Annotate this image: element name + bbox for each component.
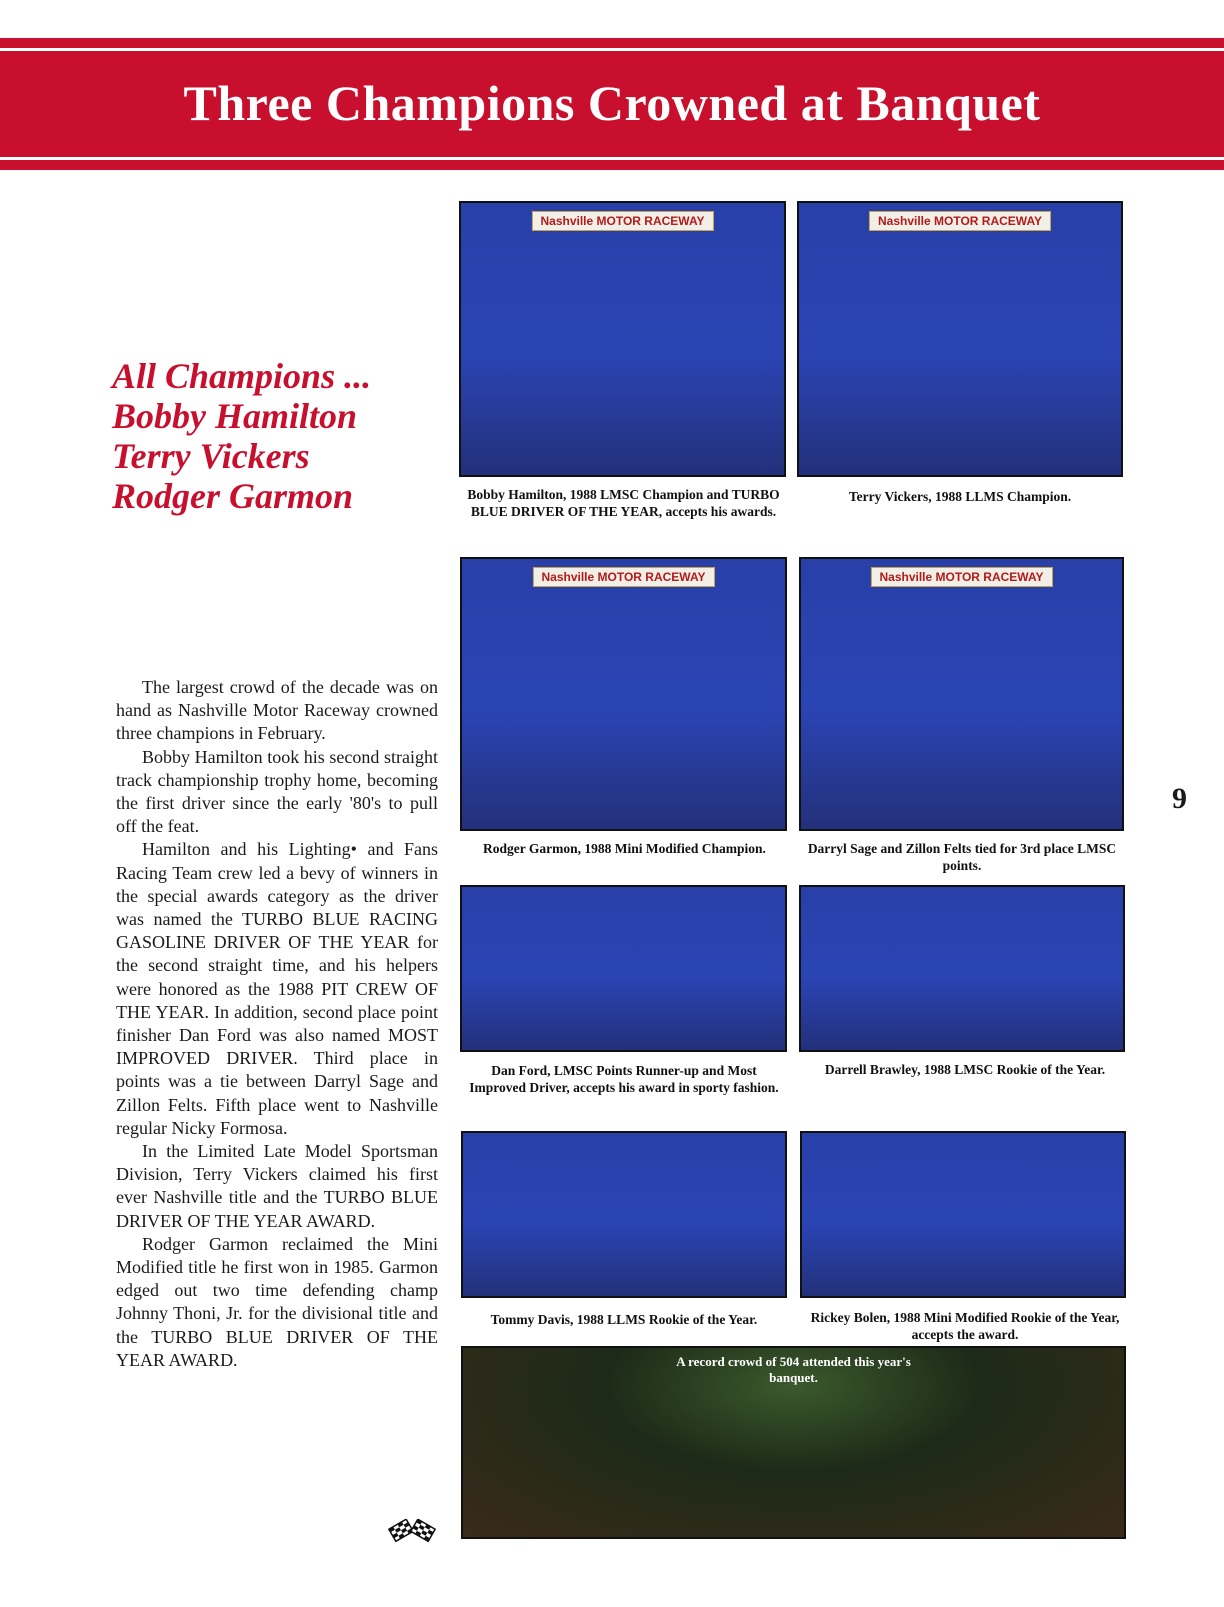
article-paragraph: Bobby Hamilton took his second straight track championship trophy home, becoming the first driver since the early '80's to pull off the feat. bbox=[116, 746, 438, 837]
photo-sage-felts bbox=[799, 557, 1124, 831]
photo-caption: Rickey Bolen, 1988 Mini Modified Rookie of the Year, accepts the award. bbox=[810, 1310, 1120, 1342]
article-body bbox=[116, 676, 438, 1372]
photo-terry-vickers bbox=[797, 201, 1123, 477]
raceway-logo: Nashville MOTOR RACEWAY bbox=[532, 567, 714, 587]
pull-quote bbox=[112, 356, 442, 516]
photo-caption: Darryl Sage and Zillon Felts tied for 3rd place LMSC points. bbox=[807, 841, 1117, 873]
raceway-logo: Nashville MOTOR RACEWAY bbox=[531, 211, 713, 231]
header-top-rule bbox=[0, 48, 1224, 51]
photo-banquet-crowd bbox=[461, 1346, 1126, 1539]
article-paragraph: Rodger Garmon reclaimed the Mini Modified title he first won in 1985. Garmon edged out two time defending champ Johnny Thoni, Jr. for the divisional title and the TURBO BLUE DRIVER OF THE YEAR AWARD. bbox=[116, 1233, 438, 1370]
photo-rodger-garmon bbox=[460, 557, 787, 831]
article-paragraph: Hamilton and his Lighting• and Fans Racing Team crew led a bevy of winners in the special awards category as the driver was named the TURBO BLUE RACING GASOLINE DRIVER OF THE YEAR for the second straight time, and his helpers were honored as the 1988 PIT CREW OF THE YEAR. In addition, second place point finisher Dan Ford was also named MOST IMPROVED DRIVER. Third place in points was a tie between Darryl Sage and Zillon Felts. Fifth place went to Nashville regular Nicky Formosa. bbox=[116, 839, 438, 1138]
photo-caption: Terry Vickers, 1988 LLMS Champion. bbox=[848, 489, 1072, 504]
page-number: 9 bbox=[1172, 782, 1187, 815]
pull-quote-line: Terry Vickers bbox=[112, 436, 310, 476]
raceway-logo: Nashville MOTOR RACEWAY bbox=[869, 211, 1051, 231]
crowd-photo-overlay-text: A record crowd of 504 attended this year's banquet. bbox=[676, 1354, 911, 1385]
photo-bobby-hamilton bbox=[459, 201, 786, 477]
photo-rickey-bolen bbox=[800, 1131, 1126, 1298]
pull-quote-line: Rodger Garmon bbox=[112, 476, 354, 516]
photo-caption: Darrell Brawley, 1988 LMSC Rookie of the Year. bbox=[824, 1062, 1106, 1077]
photo-tommy-davis bbox=[461, 1131, 787, 1298]
photo-caption: Dan Ford, LMSC Points Runner-up and Most Improved Driver, accepts his award in sporty fashion. bbox=[469, 1063, 779, 1095]
page-title: Three Champions Crowned at Banquet bbox=[183, 75, 1041, 131]
article-paragraph: The largest crowd of the decade was on hand as Nashville Motor Raceway crowned three champions in February. bbox=[116, 677, 438, 744]
header-bottom-rule bbox=[0, 157, 1224, 160]
article-paragraph: In the Limited Late Model Sportsman Division, Terry Vickers claimed his first ever Nashville title and the TURBO BLUE DRIVER OF THE YEAR AWARD. bbox=[116, 1141, 438, 1231]
photo-caption: Tommy Davis, 1988 LLMS Rookie of the Year. bbox=[490, 1312, 758, 1327]
photo-caption: Rodger Garmon, 1988 Mini Modified Champion. bbox=[483, 841, 766, 856]
photo-caption: Bobby Hamilton, 1988 LMSC Champion and TURBO BLUE DRIVER OF THE YEAR, accepts his awards. bbox=[467, 487, 780, 519]
checkered-flags-icon bbox=[388, 1519, 436, 1545]
photo-dan-ford bbox=[460, 885, 787, 1052]
photo-darrell-brawley bbox=[799, 885, 1125, 1052]
raceway-logo: Nashville MOTOR RACEWAY bbox=[870, 567, 1052, 587]
header-band bbox=[0, 38, 1224, 170]
pull-quote-line: All Champions ... bbox=[112, 356, 372, 396]
pull-quote-line: Bobby Hamilton bbox=[112, 396, 358, 436]
